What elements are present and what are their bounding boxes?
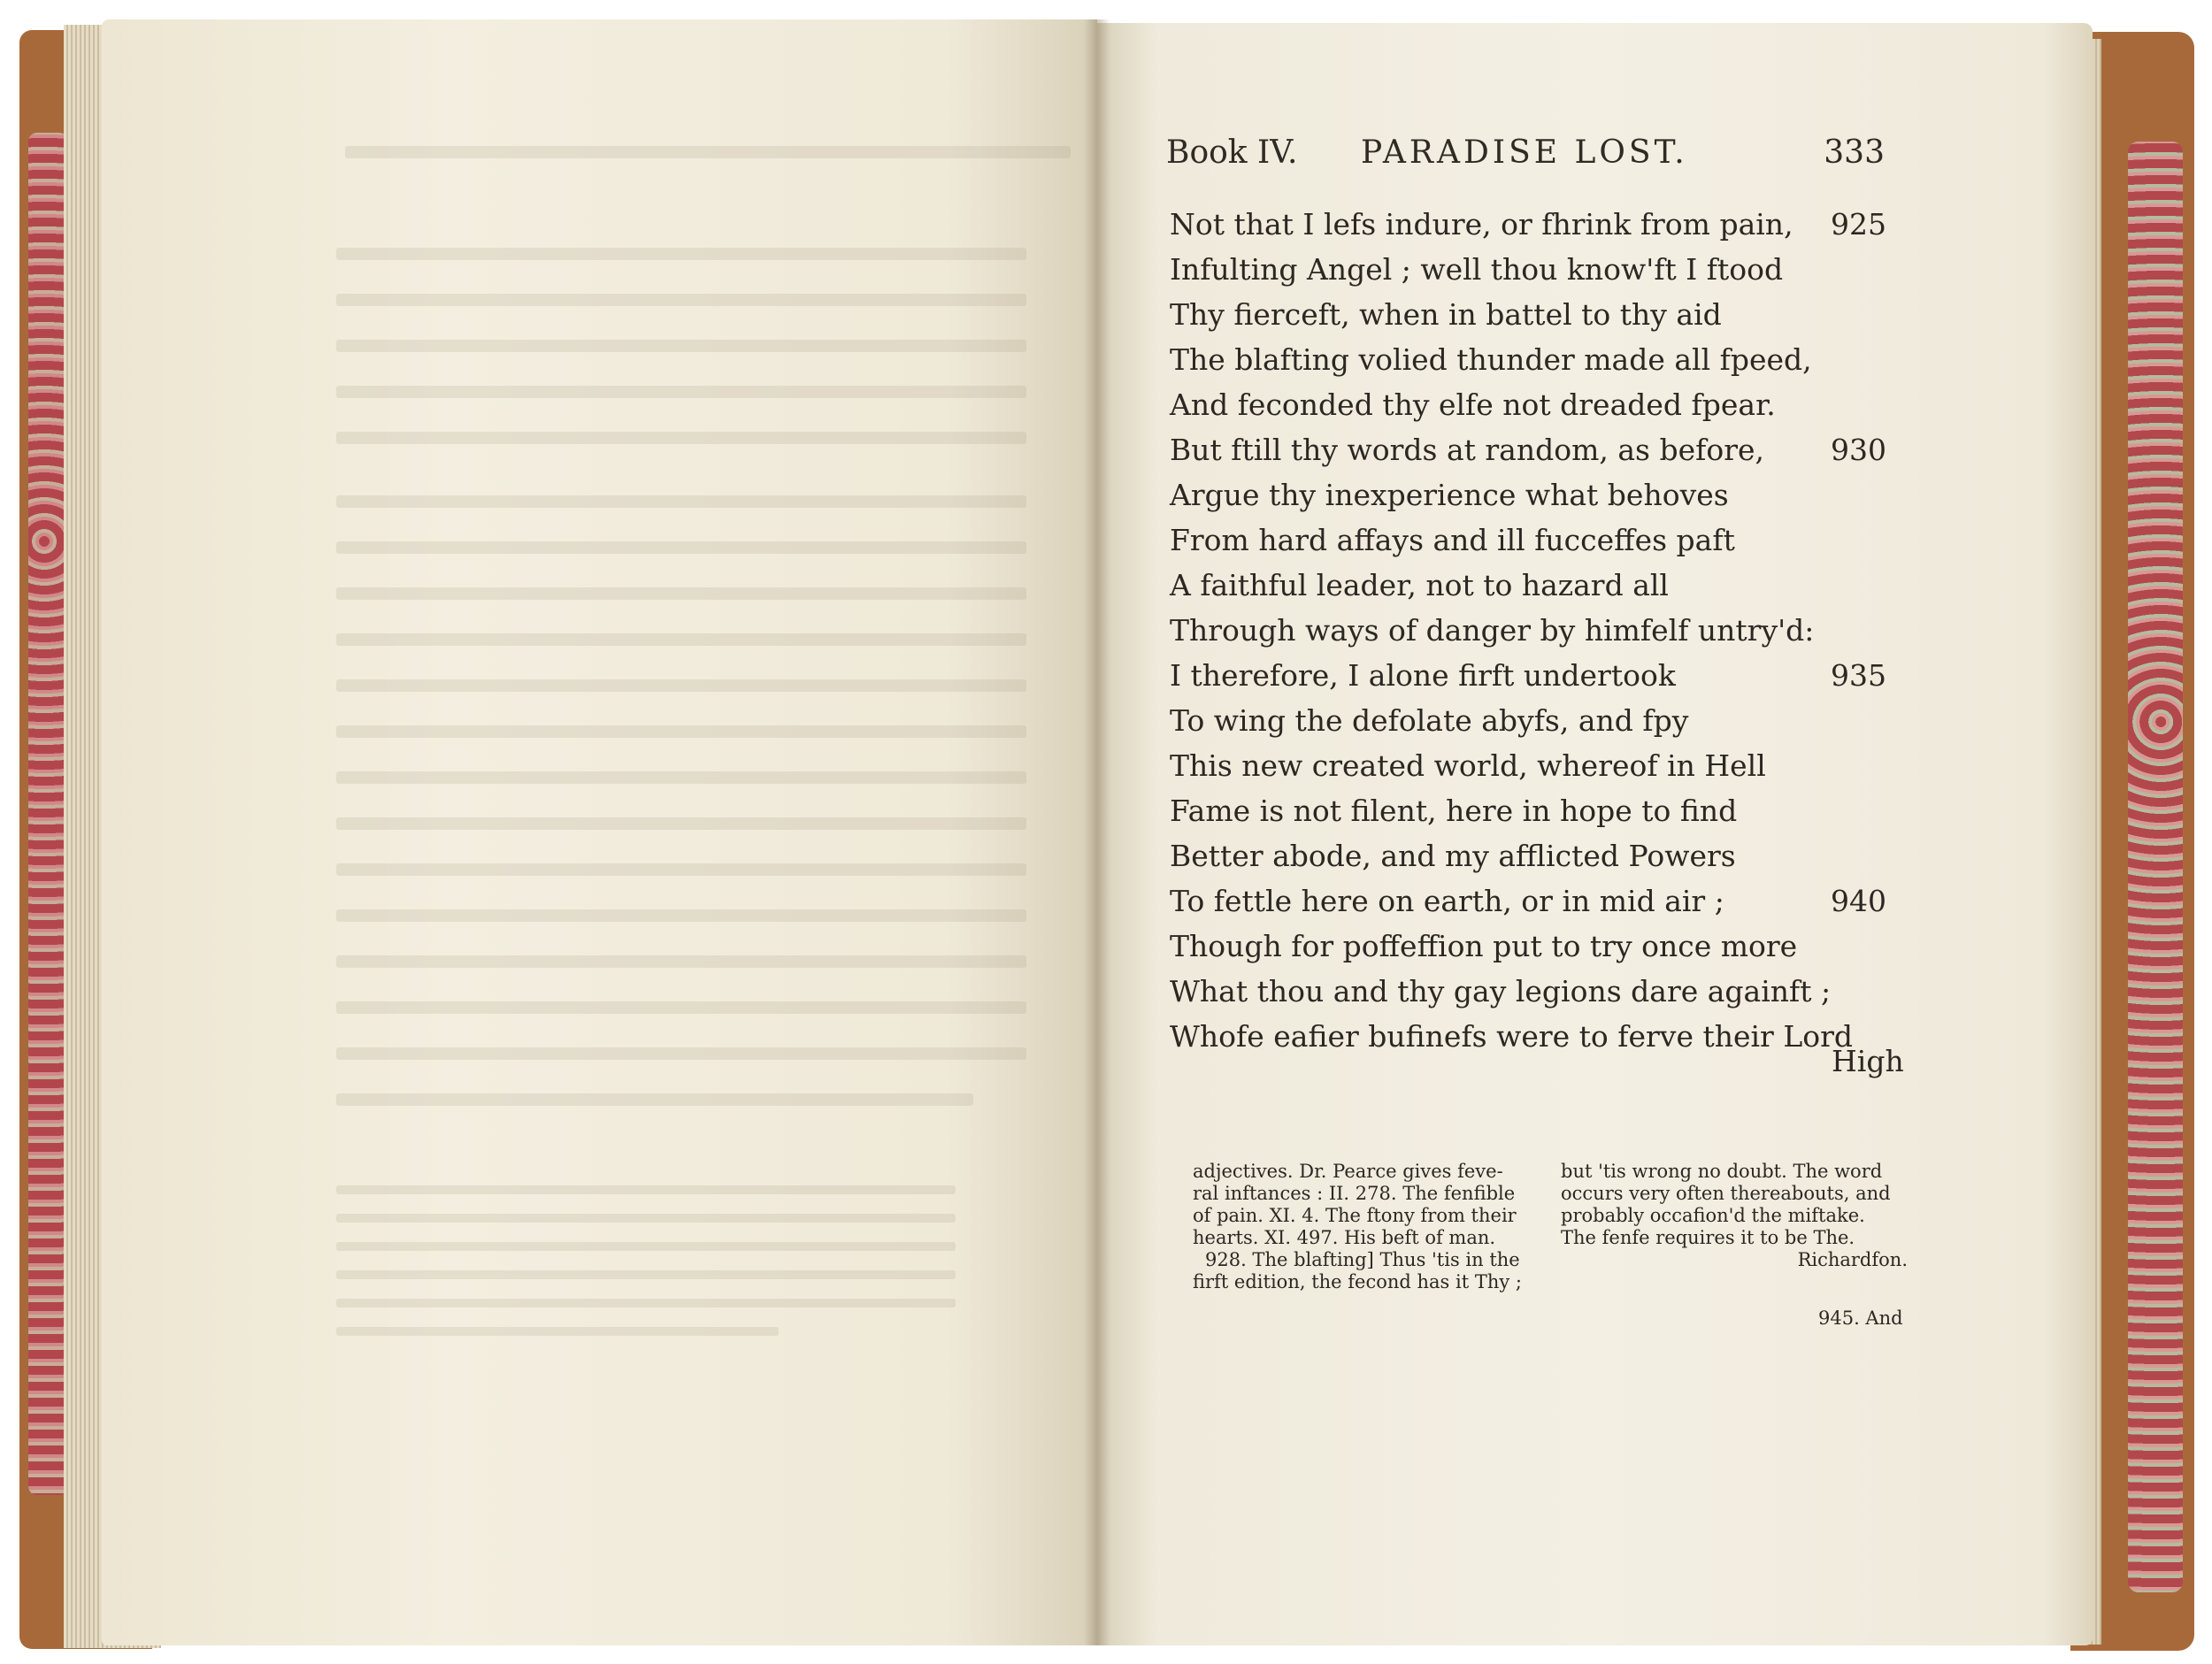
verse-line-text: To fettle here on earth, or in mid air ; xyxy=(1170,884,1724,918)
left-marbled-board xyxy=(28,133,68,1495)
verse-line xyxy=(1170,743,1886,788)
verse-line-text: To wing the defolate abyfs, and fpy xyxy=(1170,703,1689,738)
verse-line xyxy=(1170,382,1886,427)
verse-line-text: Through ways of danger by himfelf untry'd: xyxy=(1170,613,1815,648)
footnote-line: The fenfe requires it to be The. xyxy=(1561,1227,1855,1248)
footnote-line: of pain. XI. 4. The ftony from their xyxy=(1193,1205,1517,1226)
book-gutter xyxy=(1084,19,1110,1645)
verse-line xyxy=(1170,292,1886,337)
page-number: 333 xyxy=(1824,134,1885,171)
verse-line xyxy=(1170,247,1886,292)
footnote-line: probably occafion'd the miftake. xyxy=(1561,1205,1865,1226)
footnote-line: adjectives. Dr. Pearce gives feve- xyxy=(1193,1161,1503,1182)
verse-line-text: But ftill thy words at random, as before, xyxy=(1170,433,1764,467)
footnote-line: but 'tis wrong no doubt. The word xyxy=(1561,1161,1883,1182)
footnotes-left-column xyxy=(1193,1161,1534,1293)
verse-catchword: High xyxy=(1832,1044,1904,1078)
verse-line-text: Not that I lefs indure, or fhrink from pain, xyxy=(1170,207,1793,242)
footnotes-right-lines xyxy=(1561,1161,1908,1249)
footnote-line: 928. The blafting] Thus 'tis in the xyxy=(1205,1249,1520,1270)
footnote-line: occurs very often thereabouts, and xyxy=(1561,1183,1891,1204)
verse-line xyxy=(1170,518,1886,563)
running-head xyxy=(1166,134,1885,188)
verse-line xyxy=(1170,608,1886,653)
verse-line xyxy=(1170,969,1886,1014)
right-marbled-board xyxy=(2128,142,2183,1592)
verse-line-text: From hard affays and ill fucceffes paft xyxy=(1170,523,1735,557)
verse-line-text: I therefore, I alone firft undertook xyxy=(1170,658,1676,693)
verse-line-text: What thou and thy gay legions dare againft ; xyxy=(1170,974,1832,1008)
footnote-signature: Richardfon. xyxy=(1797,1249,1908,1270)
verse-line-text: The blafting volied thunder made all fpeed, xyxy=(1170,342,1812,377)
verse-line xyxy=(1170,833,1886,878)
verse-line xyxy=(1170,563,1886,608)
verse-line xyxy=(1170,788,1886,833)
verse-line xyxy=(1170,698,1886,743)
verse-line-text: Better abode, and my afflicted Powers xyxy=(1170,839,1736,873)
verse-line xyxy=(1170,878,1886,924)
line-number: 930 xyxy=(1831,433,1886,467)
notes-catchword: 945. And xyxy=(1818,1307,1903,1329)
verse-line-text: This new created world, whereof in Hell xyxy=(1170,748,1766,783)
verse-line-text: Argue thy inexperience what behoves xyxy=(1170,478,1729,512)
footnotes-right-column xyxy=(1561,1161,1908,1271)
verse-line xyxy=(1170,202,1886,247)
verse-line-text: Whofe eafier bufinefs were to ferve their Lord xyxy=(1170,1019,1854,1054)
line-number: 940 xyxy=(1831,884,1886,918)
verse-line-text: Thy fierceft, when in battel to thy aid xyxy=(1170,297,1722,332)
verse-line-text: Infulting Angel ; well thou know'ft I ftood xyxy=(1170,252,1784,287)
verse-line-text: Though for poffeffion put to try once more xyxy=(1170,929,1798,963)
line-number: 925 xyxy=(1831,207,1886,242)
work-title: PARADISE LOST. xyxy=(1361,134,1688,171)
footnote-line: hearts. XI. 497. His beft of man. xyxy=(1193,1227,1496,1248)
footnote-line: firft edition, the fecond has it Thy ; xyxy=(1193,1271,1522,1292)
verse-line xyxy=(1170,1014,1886,1059)
book-number: Book IV. xyxy=(1166,134,1298,171)
verse-line xyxy=(1170,337,1886,382)
verse-line xyxy=(1170,924,1886,969)
verse-line-text: And feconded thy elfe not dreaded fpear. xyxy=(1170,387,1776,422)
verse-line xyxy=(1170,653,1886,698)
verse-line-text: Fame is not filent, here in hope to find xyxy=(1170,794,1738,828)
verse-block xyxy=(1170,202,1886,1059)
verse-line xyxy=(1170,472,1886,518)
verse-line-text: A faithful leader, not to hazard all xyxy=(1170,568,1669,602)
verse-line xyxy=(1170,427,1886,472)
left-page xyxy=(102,19,1097,1645)
footnote-line: ral inftances : II. 278. The fenfible xyxy=(1193,1183,1516,1204)
line-number: 935 xyxy=(1831,658,1886,693)
